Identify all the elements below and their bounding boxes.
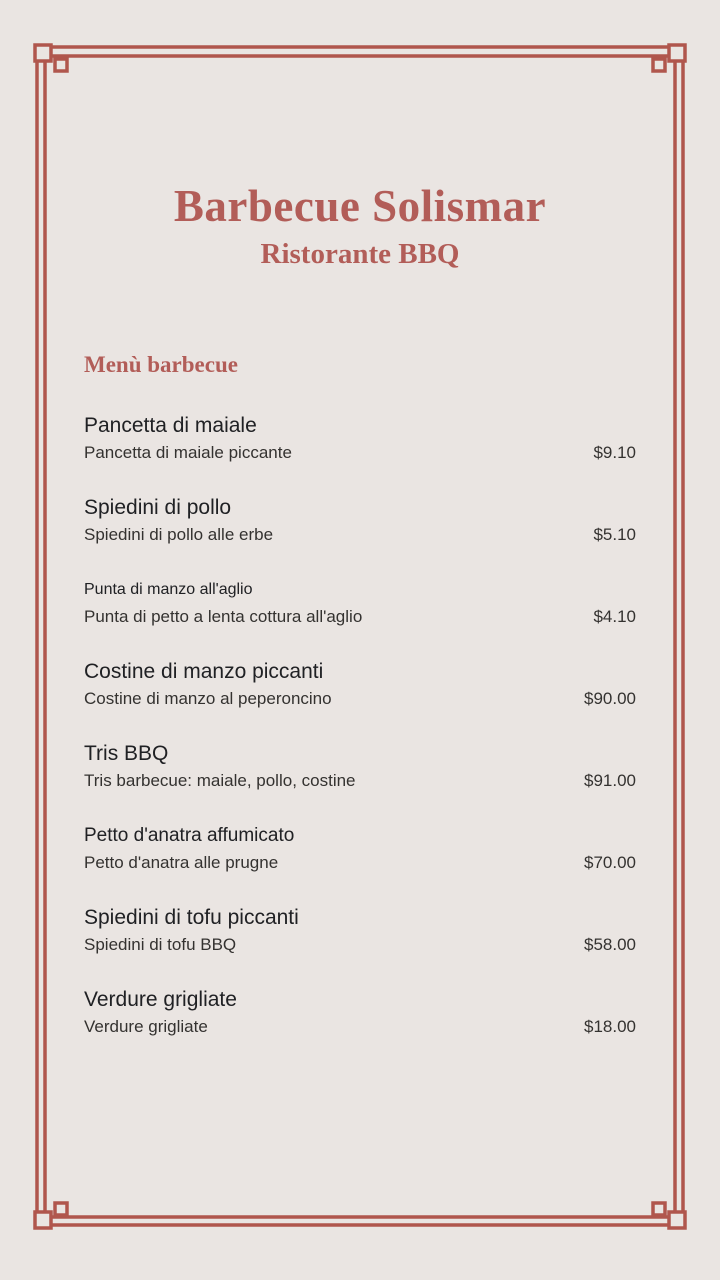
item-name: Punta di manzo all'aglio	[84, 581, 253, 598]
item-detail-row	[84, 522, 636, 548]
item-name: Spiedini di tofu piccanti	[84, 906, 299, 929]
item-price: $18.00	[584, 1017, 636, 1036]
item-name: Tris BBQ	[84, 742, 169, 765]
item-name: Pancetta di maiale	[84, 414, 257, 437]
menu-item	[84, 658, 636, 712]
item-description: Spiedini di pollo alle erbe	[84, 525, 274, 544]
item-name: Verdure grigliate	[84, 988, 237, 1011]
item-detail-row	[84, 850, 636, 876]
item-description: Verdure grigliate	[84, 1017, 208, 1036]
item-price: $91.00	[584, 771, 636, 790]
menu-item	[84, 740, 636, 794]
item-price: $5.10	[593, 525, 636, 544]
menu-item	[84, 576, 636, 630]
item-detail-row	[84, 686, 636, 712]
item-name: Spiedini di pollo	[84, 496, 232, 519]
item-price: $90.00	[584, 689, 636, 708]
item-description: Costine di manzo al peperoncino	[84, 689, 332, 708]
item-detail-row	[84, 440, 636, 466]
item-description: Petto d'anatra alle prugne	[84, 853, 279, 872]
item-description: Tris barbecue: maiale, pollo, costine	[84, 771, 356, 790]
restaurant-subtitle: Ristorante BBQ	[260, 237, 460, 270]
menu-item	[84, 494, 636, 548]
item-detail-row	[84, 604, 636, 630]
menu-item	[84, 822, 636, 876]
menu-header	[0, 181, 720, 272]
item-price: $58.00	[584, 935, 636, 954]
item-description: Spiedini di tofu BBQ	[84, 935, 237, 954]
item-name: Costine di manzo piccanti	[84, 660, 324, 683]
item-detail-row	[84, 768, 636, 794]
menu-section-label: Menù barbecue	[84, 352, 238, 377]
menu-item	[84, 986, 636, 1040]
item-description: Punta di petto a lenta cottura all'aglio	[84, 607, 363, 626]
item-price: $4.10	[593, 607, 636, 626]
item-detail-row	[84, 1014, 636, 1040]
item-price: $70.00	[584, 853, 636, 872]
menu-item	[84, 412, 636, 466]
restaurant-title: Barbecue Solismar	[173, 181, 547, 231]
menu-item-list	[84, 412, 636, 1068]
item-description: Pancetta di maiale piccante	[84, 443, 292, 462]
item-detail-row	[84, 932, 636, 958]
item-price: $9.10	[593, 443, 636, 462]
item-name: Petto d'anatra affumicato	[84, 825, 295, 846]
menu-item	[84, 904, 636, 958]
